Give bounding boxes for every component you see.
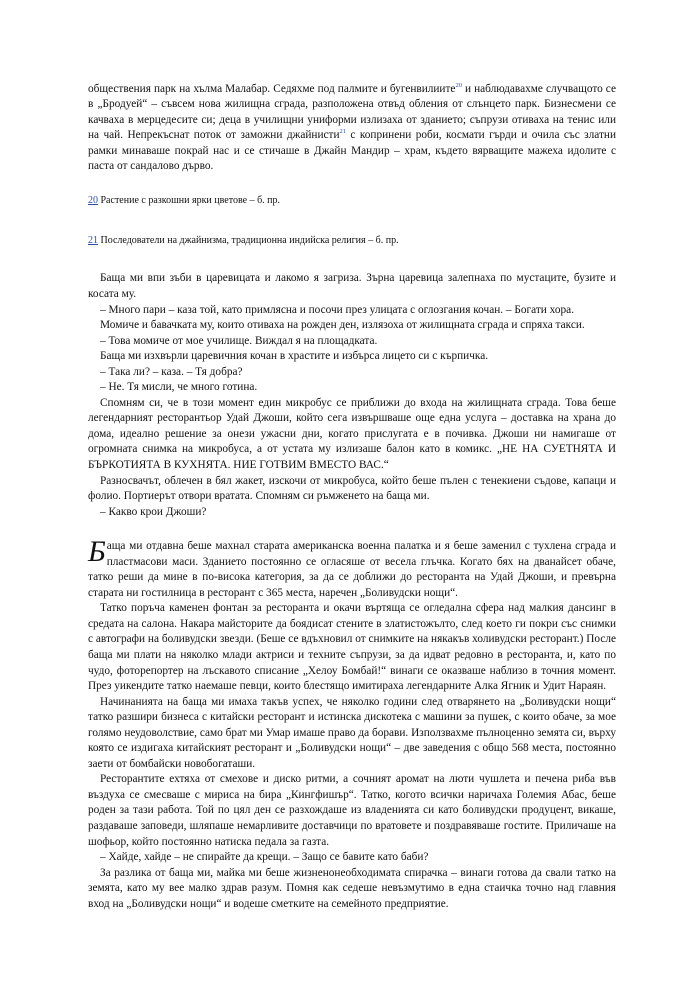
paragraph: За разлика от баща ми, майка ми беше жизненонеобходимата спирачка – винаги готова да свали татко на земята, като му вее малко здрав разум. Помня как седеше невъзмутимо в една стаичка точно над главния вход на „Боливудски нощи“ и водеше сметките на семейното предприятие. (88, 866, 616, 910)
footnote-text: Последователи на джайнизма, традиционна индийска религия – б. пр. (98, 235, 399, 247)
paragraph: Татко поръча каменен фонтан за ресторанта и окачи въртяща се огледална сфера над малкия дансинг в средата на салона. Накара майсторите да боядисат стените в златистожълто, след което ги покри със снимки с автографи на боливудски звезди. (Беше се вдъхновил от снимките на някакъв холивудски ресторант.) После баща ми плати на няколко млади актриси и техните съпрузи, за да идват редовно в ресторанта, и, като по чудо, фоторепортер на лъскавото списание „Хелоу Бомбай!“ винаги се оказваше наблизо в точния момент. През уикендите татко наемаше певци, които блестящо имитираха легендарните Алка Ягник и Удит Нараян. (88, 602, 616, 693)
paragraph: Момиче и бавачката му, които отиваха на рожден ден, излязоха от жилищната сграда и спряха такси. (100, 319, 585, 332)
paragraph: Начинанията на баща ми имаха такъв успех, че няколко години след отварянето на „Боливудски нощи“ татко разшири бизнеса с китайски ресторант и истинска дискотека с машини за пушек, с които обаче, за мое голямо неудоволствие, само брат ми Умар имаше право да борави. Използвахме пълноценно земята си, върху която се издигаха китайският ресторант и „Боливудски нощи“ – две заведения с общо 568 места, постоянно заети от бомбайски новобогаташи. (88, 695, 616, 770)
footnote-number-link[interactable]: 21 (88, 235, 98, 247)
paragraph: – Много пари – каза той, като примлясна и посочи през улицата с оглозгания кочан. – Богати хора. (100, 303, 575, 316)
paragraph: – Какво крои Джоши? (100, 505, 207, 518)
section-1 (88, 271, 616, 520)
footnote-number-link[interactable]: 20 (88, 195, 98, 207)
paragraph: – Това момиче от мое училище. Виждал я на площадката. (100, 334, 378, 347)
book-page (88, 82, 616, 912)
footnote-ref-21[interactable]: 21 (339, 128, 347, 136)
intro-paragraph: обществения парк на хълма Малабар. Седяхме под палмите и бугенвилиите$^{20}$ и наблюдавахме случващото се в „Бродуей“ – съвсем нова жилищна сграда, разположена отвъд обления от слънцето парк. Бизнесмени се качваха в мерцедесите си; деца в училищни униформи излизаха от зданието; съпрузи отиваха на тенис или на чай. Непрекъснат поток от заможни джайнисти$^{21}$ с копринени роби, космати гърди и очила със златни рамки минаваше покрай нас и се стичаше в Джайн Мандир – храм, където вярващите мажеха идолите с паста от сандалово дърво. (88, 82, 616, 173)
paragraph: – Не. Тя мисли, че много готина. (100, 381, 258, 394)
footnote-ref-20[interactable]: 20 (455, 82, 462, 90)
paragraph: Баща ми впи зъби в царевицата и лакомо я загриза. Зърна царевица залепнаха по мустаците, бузите и косата му. (88, 272, 616, 300)
intro-paragraph-block (88, 82, 616, 174)
paragraph: Спомням си, че в този момент един микробус се приближи до входа на жилищната сграда. Това беше легендарният ресторантьор Удай Джоши, който сега извършваше още една услуга – доставка на храна до дома, идеално решение за онези ужасни дни, когато прислугата е в почивка. Джоши ни намигаше от огромната снимка на микробуса, а от устата му излизаше балон като в комикс. „НЕ НА СУЕТНЯТА И БЪРКОТИЯТА В КУХНЯТА. НИЕ ГОТВИМ ВМЕСТО ВАС.“ (88, 396, 616, 471)
footnote-20 (88, 194, 616, 207)
drop-cap: Б (88, 535, 106, 569)
section-2 (88, 535, 616, 912)
paragraph: – Така ли? – каза. – Тя добра? (100, 365, 243, 378)
paragraph: – Хайде, хайде – не спирайте да крещи. – Защо се бавите като баби? (100, 851, 429, 864)
paragraph-with-drop-cap: Баща ми отдавна беше махнал старата американска военна палатка и я беше заменил с тухлена сграда и пластмасови маси. Зданието постоянно се огласяше от весела глъчка. Когато бях на дванайсет обаче, татко реши да мине в по-висока категория, за да се доближи до ресторанта на Удай Джоши, и превърна старата ни гостилница в ресторант с 365 места, наречен „Боливудски нощи“. (88, 535, 616, 599)
paragraph: Баща ми изхвърли царевичния кочан в храстите и избърса лицето си с кърпичка. (100, 350, 489, 363)
paragraph: Разносвачът, облечен в бял жакет, изскочи от микробуса, който беше пълен с тенекиени съдове, капаци и фолио. Портиерът отвори вратата. Спомням си ръмженето на баща ми. (88, 474, 616, 503)
footnote-21 (88, 234, 616, 247)
paragraph: Ресторантите ехтяха от смехове и диско ритми, а сочният аромат на люти чушлета и печена риба във въздуха се смесваше с мириса на бира „Кингфишър“. Татко, когото всички наричаха Големия Абас, беше роден за тази работа. Той по цял ден се разхождаше из владенията си като боливудски продуцент, викаше, раздаваше заповеди, шляпаше немарливите доставчици по вратовете и поздравяваше гостите. Приличаше на шофьор, който постоянно натиска педала за газта. (88, 773, 616, 848)
footnote-text: Растение с разкошни ярки цветове – б. пр. (98, 195, 281, 207)
